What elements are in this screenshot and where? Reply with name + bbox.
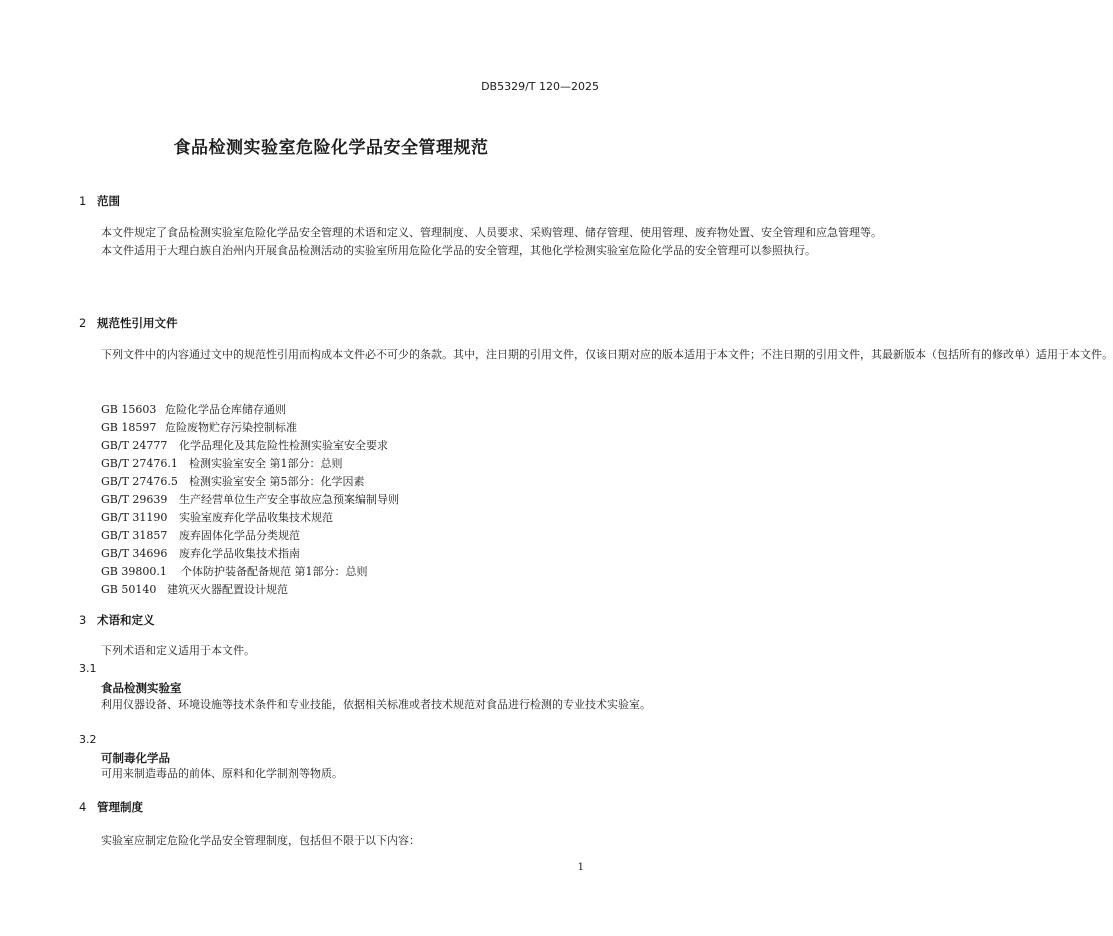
reference-title: 个体防护装备配备规范 第1部分：总则 (181, 565, 368, 578)
section-2-intro (79, 346, 1113, 364)
section-3-intro (79, 642, 601, 660)
paragraph: 本文件适用于大理白族自治州内开展食品检测活动的实验室所用危险化学品的安全管理，其他化学检测实验室危险化学品的安全管理可以参照执行。 (101, 244, 816, 257)
reference-code: GB/T 31857 (101, 529, 168, 542)
reference-code: GB/T 27476.1 (101, 457, 178, 470)
section-title: 术语和定义 (97, 613, 155, 627)
reference-code: GB 15603 (101, 403, 157, 416)
reference-title: 检测实验室安全 第1部分：总则 (189, 457, 343, 470)
reference-item (101, 437, 388, 453)
reference-code: GB/T 29639 (101, 493, 168, 506)
paragraph: 下列文件中的内容通过文中的规范性引用而构成本文件必不可少的条款。其中，注日期的引用文件，仅该日期对应的版本适用于本文件；不注日期的引用文件，其最新版本（包括所有的修改单）适用于本文件。 (101, 348, 1113, 361)
section-number: 1 (79, 194, 87, 208)
term-definition (79, 765, 601, 783)
page-number: 1 (577, 862, 584, 873)
section-number: 4 (79, 800, 87, 814)
section-title: 范围 (97, 194, 120, 208)
paragraph: 本文件规定了食品检测实验室危险化学品安全管理的术语和定义、管理制度、人员要求、采购管理、储存管理、使用管理、废弃物处置、安全管理和应急管理等。 (101, 226, 882, 239)
section-heading-2 (79, 315, 178, 331)
reference-item (101, 419, 297, 435)
section-title: 规范性引用文件 (97, 316, 178, 330)
paragraph: 可用来制造毒品的前体、原料和化学制剂等物质。 (101, 767, 343, 780)
reference-code: GB 18597 (101, 421, 157, 434)
document-title: 食品检测实验室危险化学品安全管理规范 (173, 138, 489, 158)
section-heading-1 (79, 193, 120, 209)
reference-title: 危险化学品仓库储存通则 (165, 403, 286, 416)
term-name: 食品检测实验室 (101, 681, 182, 695)
reference-title: 危险废物贮存污染控制标准 (165, 421, 297, 434)
term-number: 3.2 (79, 733, 97, 746)
section-title: 管理制度 (97, 800, 143, 814)
reference-title: 建筑灭火器配置设计规范 (167, 583, 288, 596)
reference-item (101, 545, 300, 561)
reference-title: 生产经营单位生产安全事故应急预案编制导则 (179, 493, 399, 506)
section-heading-4 (79, 799, 143, 815)
document-code: DB5329/T 120—2025 (481, 80, 599, 93)
paragraph: 下列术语和定义适用于本文件。 (101, 644, 255, 657)
reference-title: 废弃固体化学品分类规范 (179, 529, 300, 542)
reference-title: 检测实验室安全 第5部分：化学因素 (189, 475, 365, 488)
reference-code: GB/T 27476.5 (101, 475, 178, 488)
reference-item (101, 473, 365, 489)
reference-item (101, 401, 286, 417)
section-number: 2 (79, 316, 87, 330)
reference-code: GB/T 34696 (101, 547, 168, 560)
section-number: 3 (79, 613, 87, 627)
section-heading-3 (79, 612, 155, 628)
term-definition (79, 696, 651, 714)
paragraph: 实验室应制定危险化学品安全管理制度，包括但不限于以下内容： (101, 834, 420, 847)
reference-item (101, 563, 368, 579)
reference-code: GB 50140 (101, 583, 157, 596)
section-1-body (79, 224, 882, 260)
reference-item (101, 455, 343, 471)
reference-title: 废弃化学品收集技术指南 (179, 547, 300, 560)
reference-code: GB 39800.1 (101, 565, 167, 578)
reference-title: 化学品理化及其危险性检测实验室安全要求 (179, 439, 388, 452)
reference-item (101, 509, 333, 525)
term-name: 可制毒化学品 (101, 751, 170, 765)
reference-title: 实验室废弃化学品收集技术规范 (179, 511, 333, 524)
reference-item (101, 581, 288, 597)
reference-item (101, 527, 300, 543)
term-number: 3.1 (79, 662, 97, 675)
section-4-intro (79, 832, 601, 850)
paragraph: 利用仪器设备、环境设施等技术条件和专业技能，依据相关标准或者技术规范对食品进行检测的专业技术实验室。 (101, 698, 651, 711)
reference-code: GB/T 24777 (101, 439, 168, 452)
reference-code: GB/T 31190 (101, 511, 168, 524)
reference-item (101, 491, 399, 507)
